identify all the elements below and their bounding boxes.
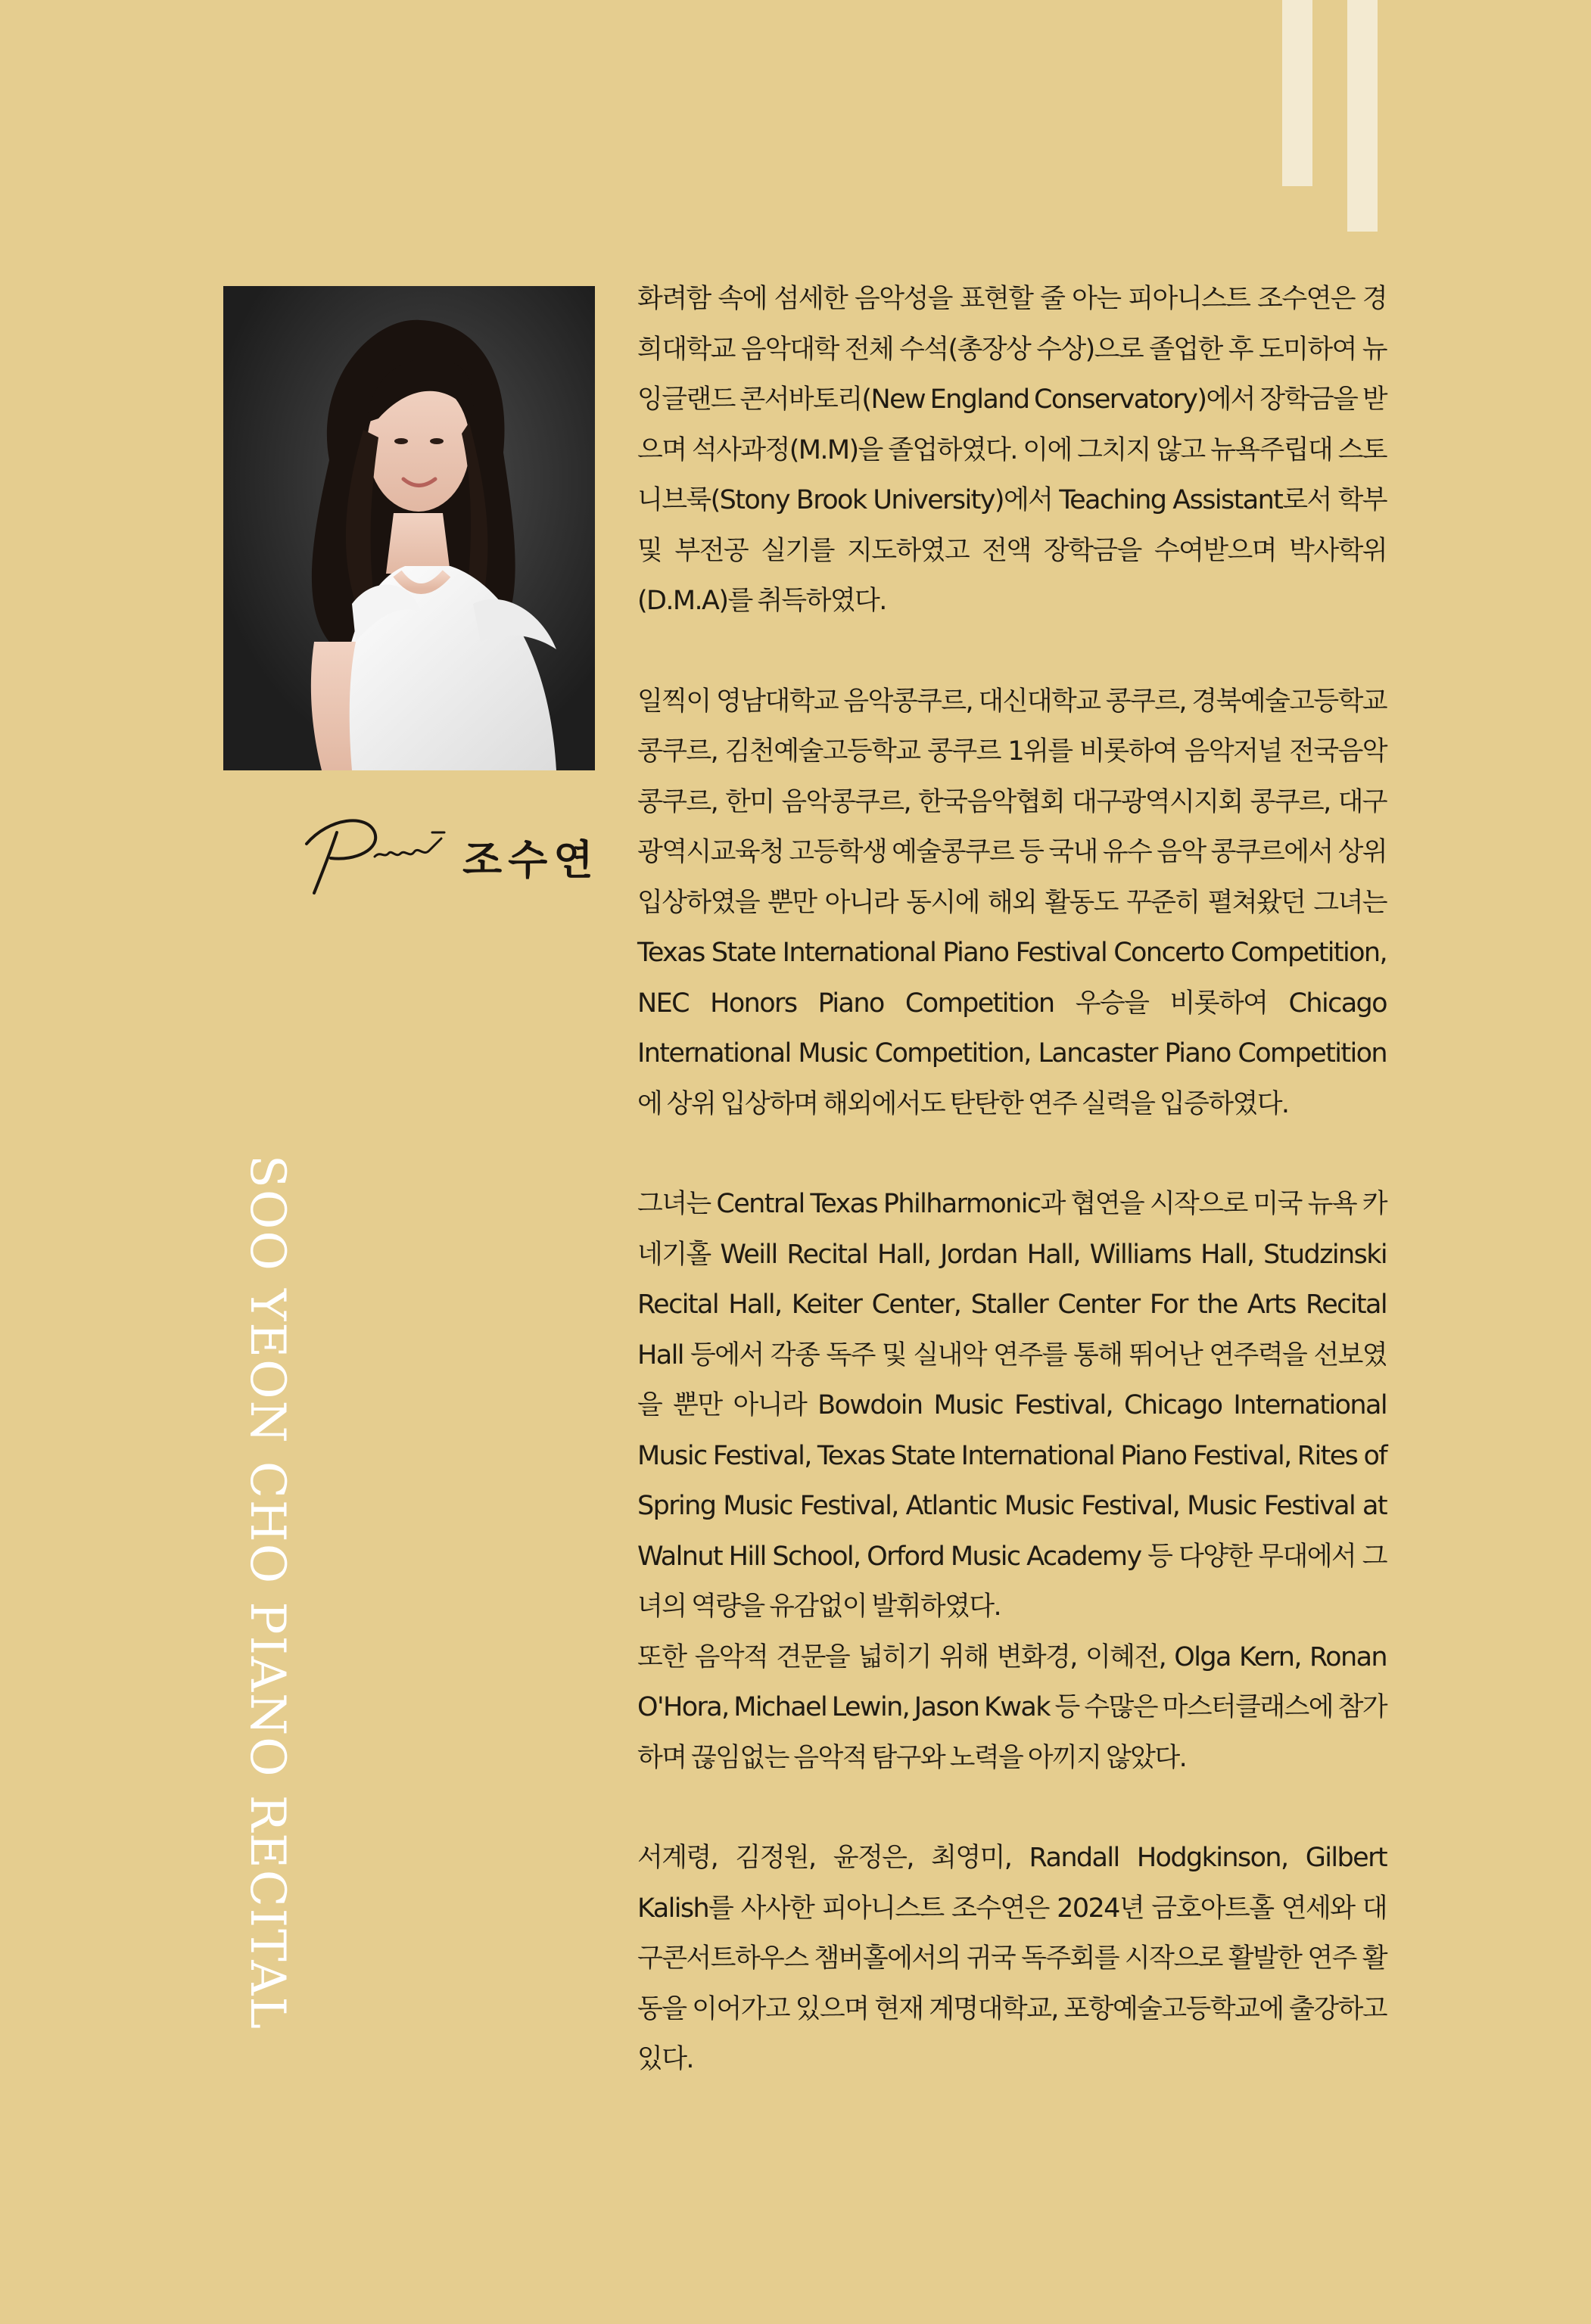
decorative-bar-right: [1347, 0, 1378, 232]
bio-paragraph-masterclasses: 또한 음악적 견문을 넓히기 위해 변화경, 이혜전, Olga Kern, Ronan O'Hora, Michael Lewin, Jason Kwak 등 수많은 마스터클래스에 참가하며 끊임없는 음악적 탐구와 노력을 아끼지 않았다.: [637, 1641, 1387, 1773]
performer-signature: [284, 802, 602, 901]
bio-paragraph-education: 화려함 속에 섬세한 음악성을 표현할 줄 아는 피아니스트 조수연은 경희대학교 음악대학 전체 수석(총장상 수상)으로 졸업한 후 도미하여 뉴 잉글랜드 콘서바토리(New England Conservatory)에서 장학금을 받으며 석사과정(M.M)을 졸업하였다. 이에 그치지 않고 뉴욕주립대 스토니브룩(Stony Brook University)에서 Teaching Assistant로서 학부 및 부전공 실기를 지도하였고 전액 장학금을 수여받으며 박사학위(D.M.A)를 취득하였다.: [637, 284, 1387, 616]
recital-title-vertical: SOO YEON CHO PIANO RECITAL: [239, 1155, 295, 2030]
decorative-bar-left: [1282, 0, 1312, 186]
bio-paragraph-competitions: 일찍이 영남대학교 음악콩쿠르, 대신대학교 콩쿠르, 경북예술고등학교 콩쿠르, 김천예술고등학교 콩쿠르 1위를 비롯하여 음악저널 전국음악콩쿠르, 한미 음악콩쿠르, 한국음악협회 대구광역시지회 콩쿠르, 대구광역시교육청 고등학생 예술콩쿠르 등 국내 유수 음악 콩쿠르에서 상위 입상하였을 뿐만 아니라 동시에 해외 활동도 꾸준히 펼쳐왔던 그녀는 Texas State International Piano Festival Concerto Competition, NEC Honors Piano Competition 우승을 비롯하여 Chicago International Music Competition, Lancaster Piano Competition에 상위 입상하며 해외에서도 탄탄한 연주 실력을 입증하였다.: [637, 686, 1387, 1119]
bio-paragraph-performances: 그녀는 Central Texas Philharmonic과 협연을 시작으로 미국 뉴욕 카네기홀 Weill Recital Hall, Jordan Hall, Williams Hall, Studzinski Recital Hall, Keiter Center, Staller Center For the Arts Recital Hall 등에서 각종 독주 및 실내악 연주를 통해 뛰어난 연주력을 선보였을 뿐만 아니라 Bowdoin Music Festival, Chicago International Music Festival, Texas State International Piano Festival, Rites of Spring Music Festival, Atlantic Music Festival, Music Festival at Walnut Hill School, Orford Music Academy 등 다양한 무대에서 그녀의 역량을 유감없이 발휘하였다.: [637, 1189, 1387, 1622]
bio-paragraph-teachers: 서계령, 김정원, 윤정은, 최영미, Randall Hodgkinson, Gilbert Kalish를 사사한 피아니스트 조수연은 2024년 금호아트홀 연세와 대구콘서트하우스 챔버홀에서의 귀국 독주회를 시작으로 활발한 연주 활동을 이어가고 있으며 현재 계명대학교, 포항예술고등학교에 출강하고 있다.: [637, 1843, 1387, 2074]
signature-script-lettering: [284, 802, 450, 901]
biography: [637, 274, 1387, 2135]
performer-name: 조수연: [462, 836, 599, 884]
performer-portrait: [223, 286, 595, 770]
